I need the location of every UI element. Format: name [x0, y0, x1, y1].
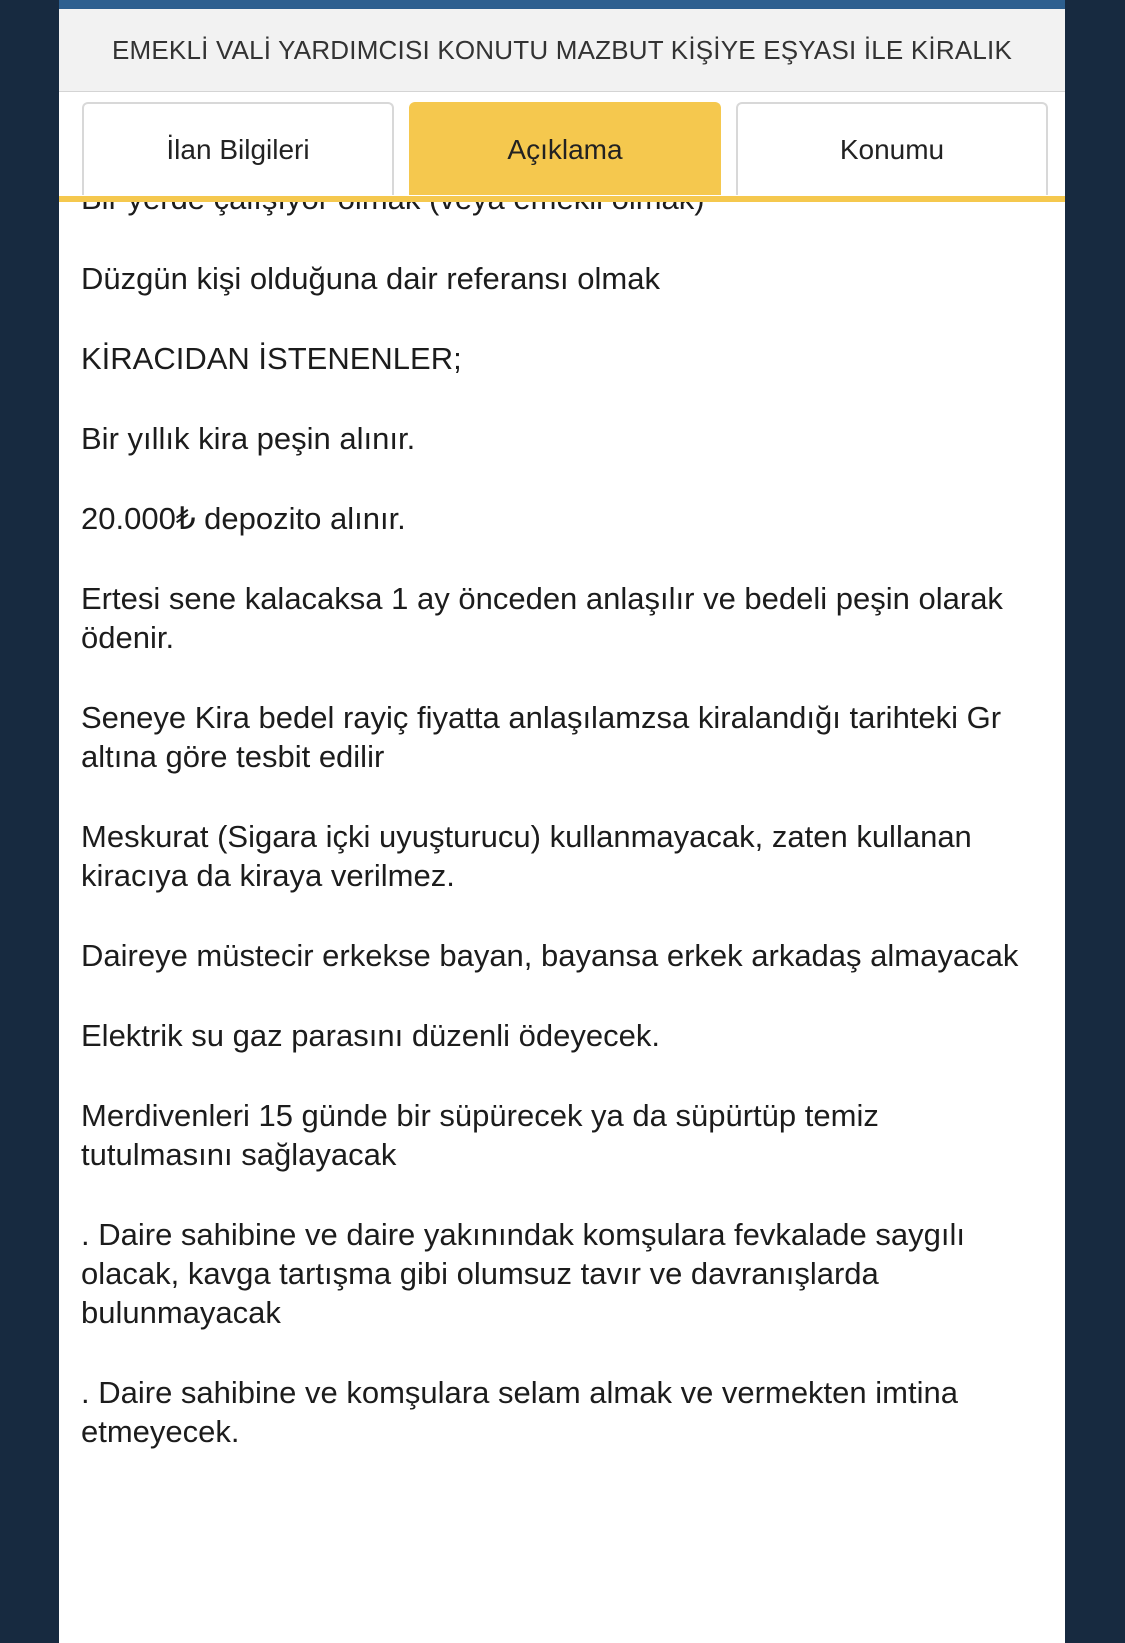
tab-aciklama[interactable]: Açıklama	[409, 102, 721, 195]
listing-page	[59, 0, 1065, 1643]
tab-ilan-bilgileri[interactable]: İlan Bilgileri	[82, 102, 394, 195]
description-paragraph: KİRACIDAN İSTENENLER;	[81, 341, 462, 376]
description-content	[81, 179, 1031, 1492]
description-paragraph: Ertesi sene kalacaksa 1 ay önceden anlaşılır ve bedeli peşin olarak ödenir.	[81, 581, 1003, 655]
tab-konumu[interactable]: Konumu	[736, 102, 1048, 195]
listing-title: EMEKLİ VALİ YARDIMCISI KONUTU MAZBUT KİŞİYE EŞYASI İLE KİRALIK	[111, 34, 1013, 65]
description-paragraph: . Daire sahibine ve daire yakınındak komşulara fevkalade saygılı olacak, kavga tartışma gibi olumsuz tavır ve davranışlarda bulunmayacak	[81, 1217, 965, 1330]
description-paragraph: Daireye müstecir erkekse bayan, bayansa erkek arkadaş almayacak	[81, 938, 1019, 973]
description-paragraph: Merdivenleri 15 günde bir süpürecek ya da süpürtüp temiz tutulmasını sağlayacak	[81, 1098, 879, 1172]
description-paragraph: Düzgün kişi olduğuna dair referansı olmak	[81, 261, 660, 296]
tab-bar	[59, 92, 1065, 200]
description-paragraph: Bir yıllık kira peşin alınır.	[81, 421, 416, 456]
description-paragraph: Elektrik su gaz parasını düzenli ödeyecek.	[81, 1018, 660, 1053]
description-paragraph: 20.000₺ depozito alınır.	[81, 501, 406, 536]
active-tab-underline	[59, 196, 1065, 202]
listing-title-bar	[59, 9, 1065, 92]
description-paragraph: Seneye Kira bedel rayiç fiyatta anlaşılamzsa kiralandığı tarihteki Gr altına göre tesbit edilir	[81, 700, 1002, 774]
top-strip	[59, 0, 1065, 9]
description-paragraph: Meskurat (Sigara içki uyuşturucu) kullanmayacak, zaten kullanan kiracıya da kiraya verilmez.	[81, 819, 972, 893]
description-paragraph: . Daire sahibine ve komşulara selam almak ve vermekten imtina etmeyecek.	[81, 1375, 958, 1449]
